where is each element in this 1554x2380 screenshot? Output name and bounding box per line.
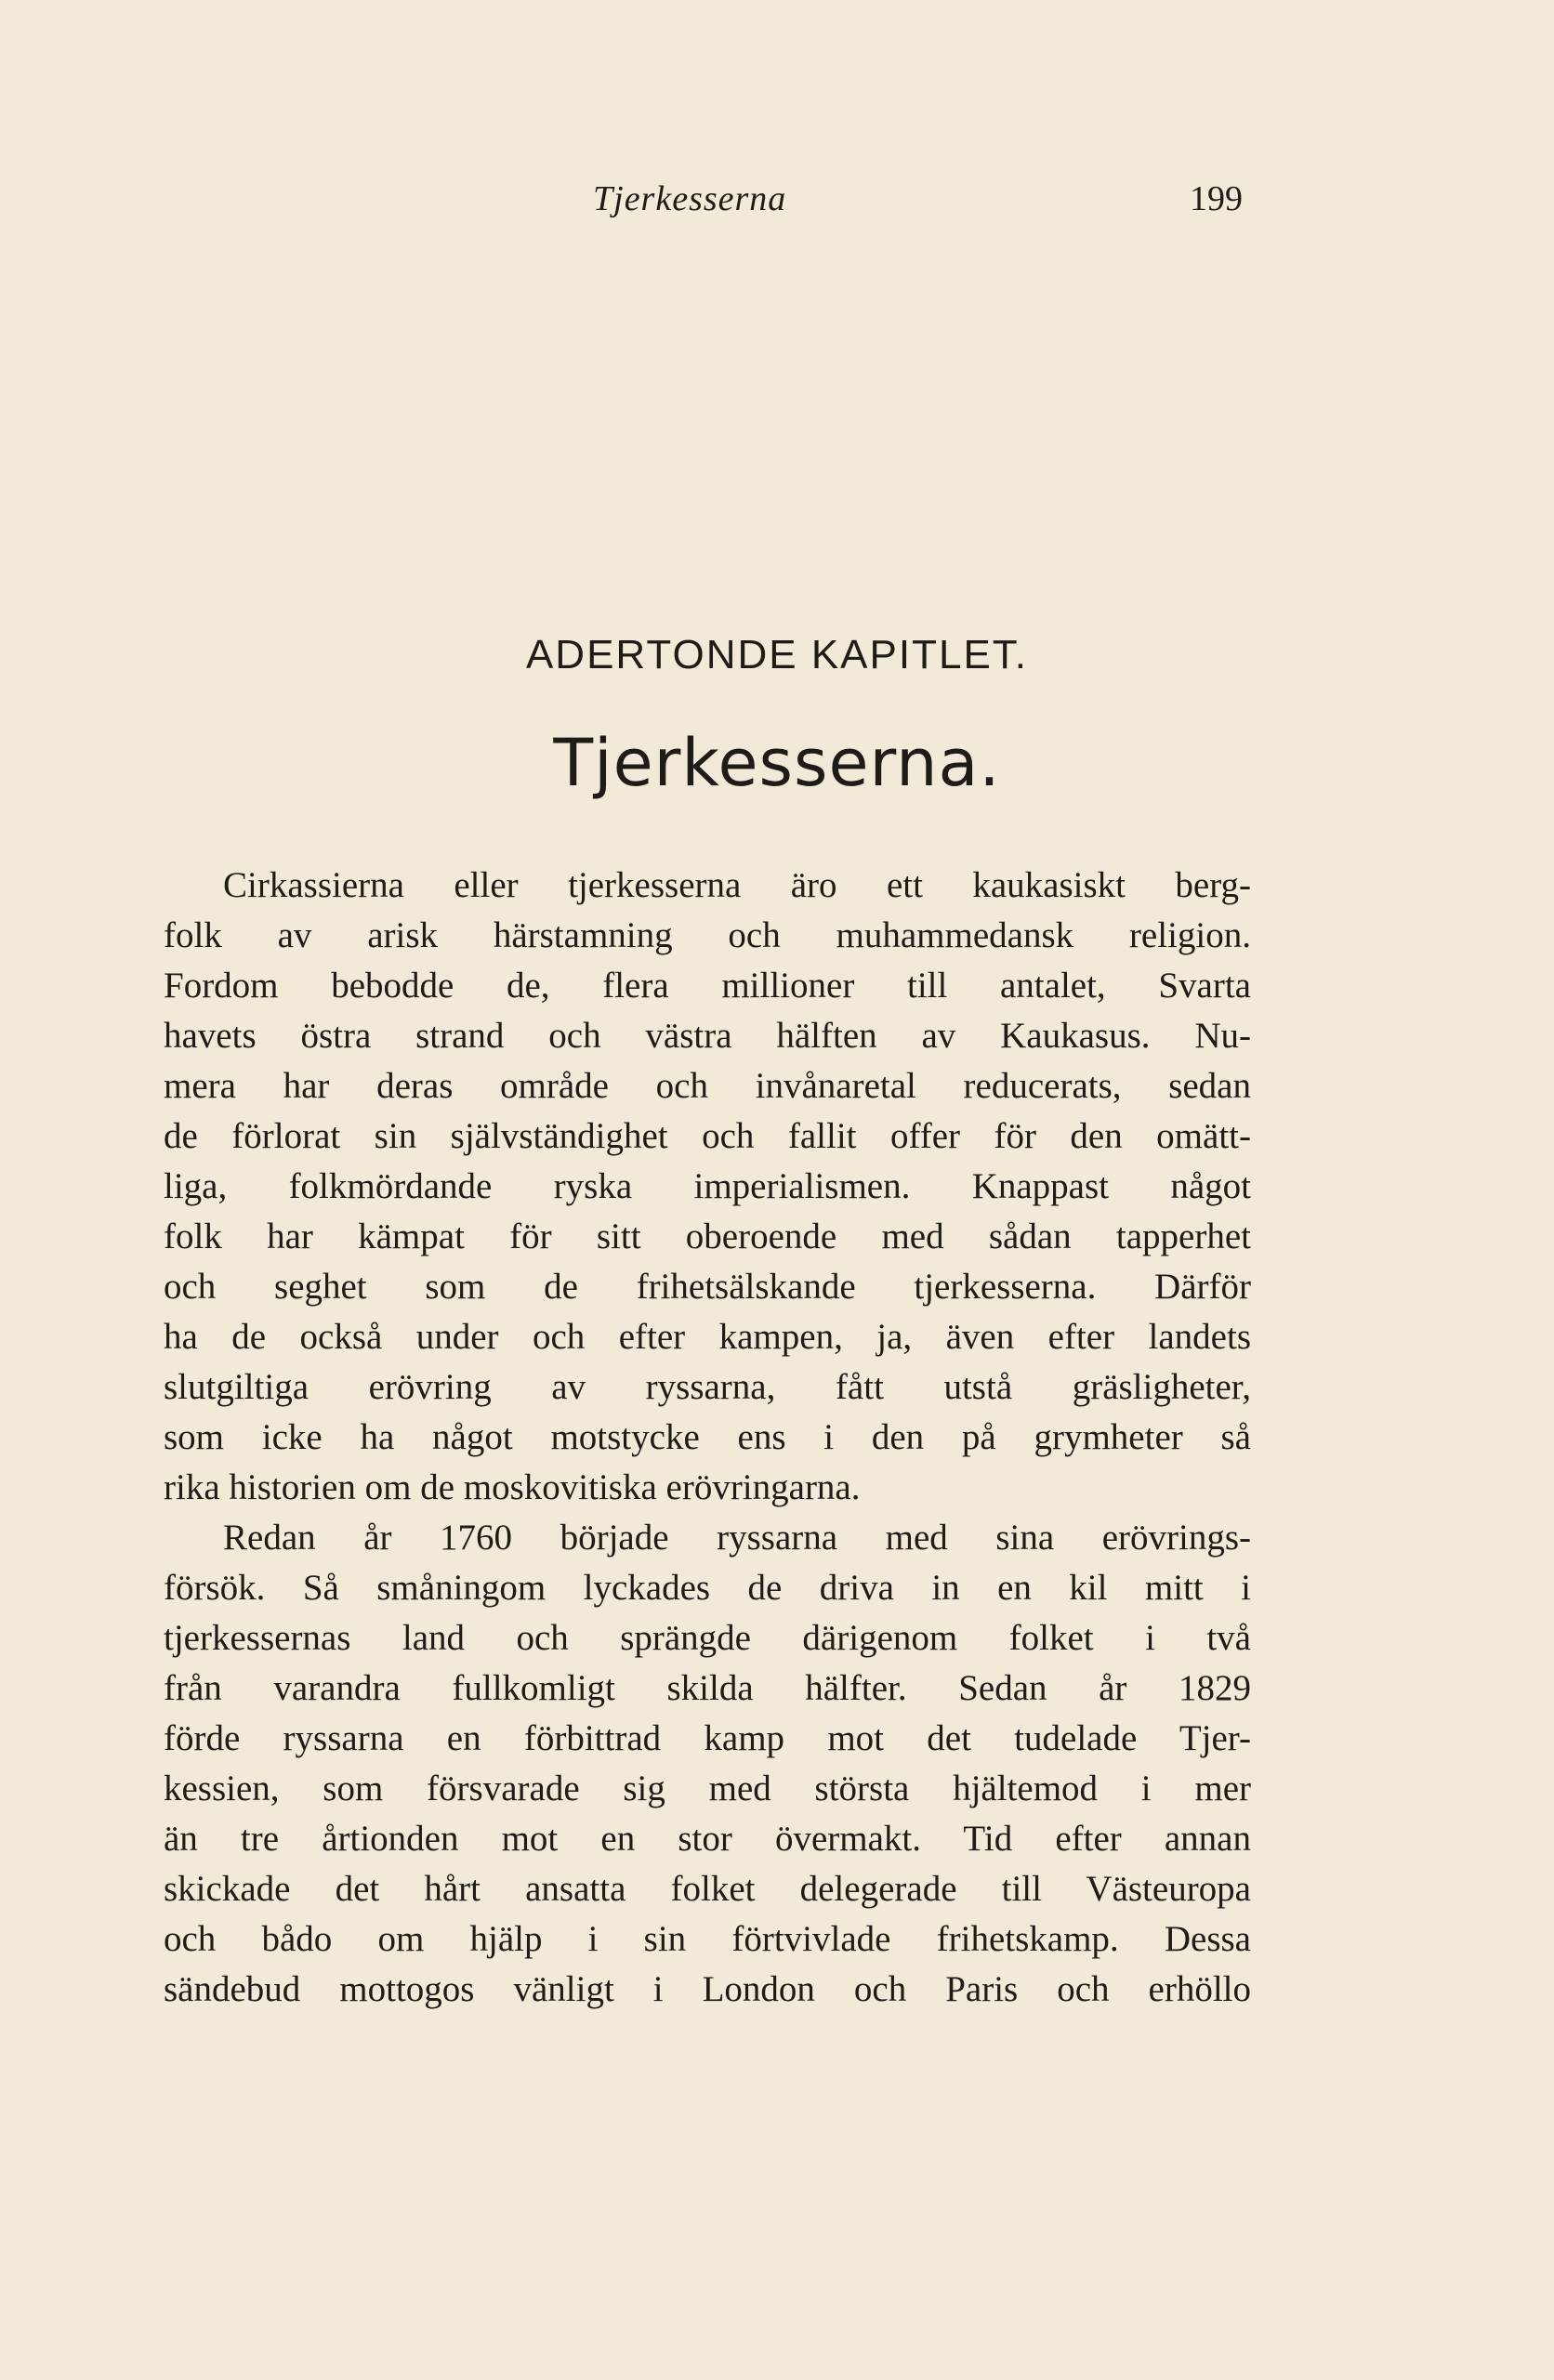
text-line: folk av arisk härstamning och muhammedansk religion. <box>164 915 1251 955</box>
text-line: de förlorat sin självständighet och fallit offer för den omätt- <box>164 1116 1251 1156</box>
text-line: än tre årtionden mot en stor övermakt. Tid efter annan <box>164 1819 1251 1859</box>
text-line: från varandra fullkomligt skilda hälfter. Sedan år 1829 <box>164 1668 1251 1708</box>
text-line: skickade det hårt ansatta folket delegerade till Västeuropa <box>164 1869 1251 1909</box>
chapter-title: Tjerkesserna. <box>553 725 1001 801</box>
body-text <box>164 861 1251 2015</box>
text-line: Cirkassierna eller tjerkesserna äro ett kaukasiskt berg- <box>223 865 1251 905</box>
text-line: försök. Så småningom lyckades de driva in en kil mitt i <box>164 1568 1251 1608</box>
text-line: mera har deras område och invånaretal reducerats, sedan <box>164 1066 1251 1106</box>
page-number: 199 <box>1190 179 1243 218</box>
text-line: ha de också under och efter kampen, ja, även efter landets <box>164 1317 1251 1357</box>
running-title: Tjerkesserna <box>593 179 787 218</box>
chapter-heading: ADERTONDE KAPITLET. <box>525 632 1029 677</box>
text-line: förde ryssarna en förbittrad kamp mot det tudelade Tjer- <box>164 1718 1251 1758</box>
text-line: och bådo om hjälp i sin förtvivlade frihetskamp. Dessa <box>164 1919 1251 1959</box>
text-line: liga, folkmördande ryska imperialismen. Knappast något <box>164 1166 1251 1206</box>
text-line: havets östra strand och västra hälften av Kaukasus. Nu- <box>164 1016 1251 1056</box>
text-line: folk har kämpat för sitt oberoende med sådan tapperhet <box>164 1216 1251 1256</box>
text-line: Redan år 1760 började ryssarna med sina erövrings- <box>223 1518 1251 1558</box>
text-line: och seghet som de frihetsälskande tjerkesserna. Därför <box>164 1267 1251 1307</box>
text-line: slutgiltiga erövring av ryssarna, fått utstå gräsligheter, <box>164 1367 1251 1407</box>
text-line: Fordom bebodde de, flera millioner till antalet, Svarta <box>164 966 1251 1006</box>
text-line: tjerkessernas land och sprängde därigenom folket i två <box>164 1618 1251 1658</box>
running-header <box>0 178 1554 234</box>
text-line: kessien, som försvarade sig med största hjältemod i mer <box>164 1769 1251 1808</box>
text-line: rika historien om de moskovitiska erövringarna. <box>164 1467 861 1507</box>
text-line: som icke ha något motstycke ens i den på grymheter så <box>164 1417 1251 1457</box>
text-line: sändebud mottogos vänligt i London och Paris och erhöllo <box>164 1969 1251 2009</box>
